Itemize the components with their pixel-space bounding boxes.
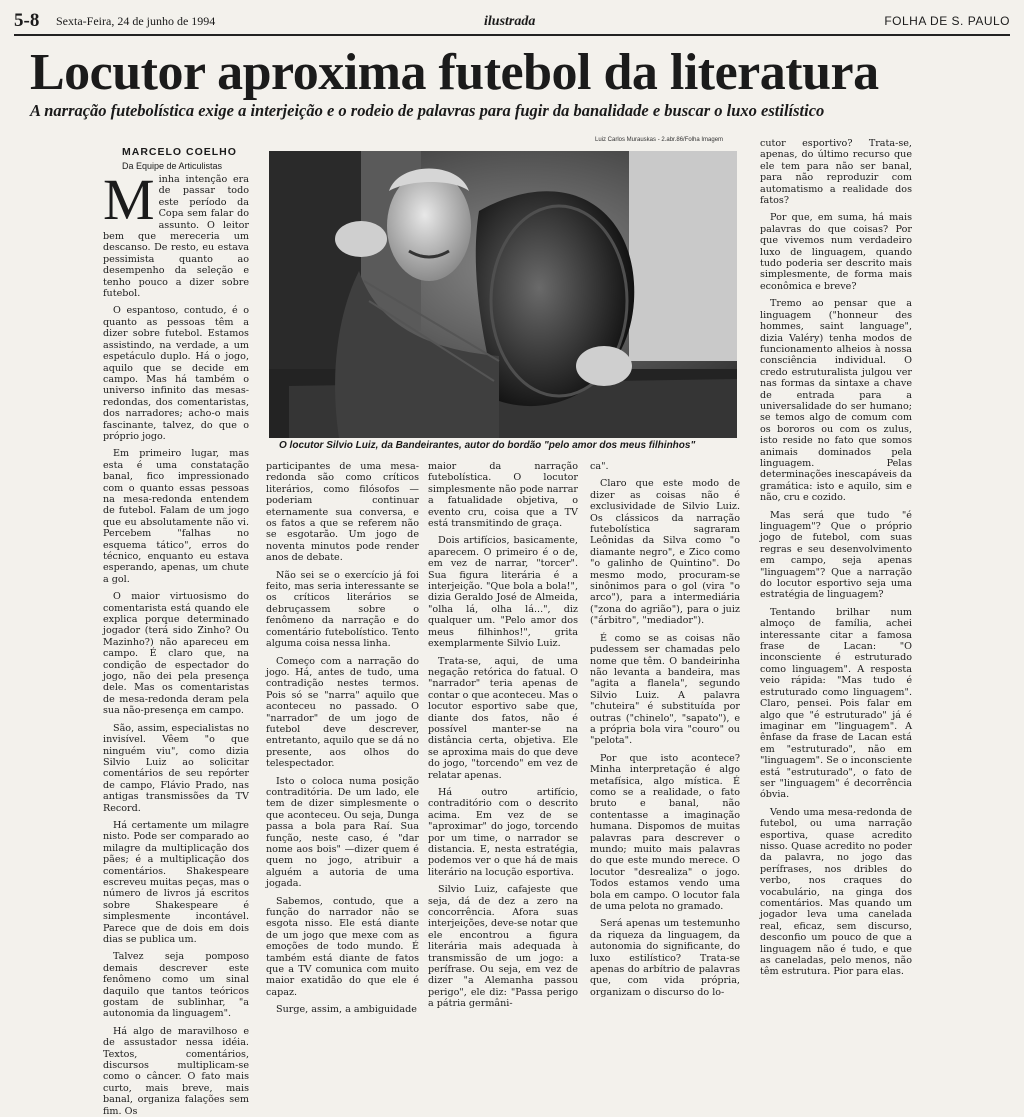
paragraph: Surge, assim, a ambiguidade — [276, 1004, 417, 1016]
paragraph: Será apenas um testemunho da riqueza da linguagem, da autonomia do significante, do luxo estilístico? Trata-se apenas do arbítrio de palavras que, com vida própria, organizam o discurso do lo- — [590, 918, 740, 998]
paragraph: Claro que este modo de dizer as coisas não é exclusividade de Silvio Luiz. Os clássicos da narração futebolística sagraram Leônidas da Silva como "o diamante negro", e Zico como "o galinho de Quintino". Do mesmo modo, procuram-se sinônimos para o gol (vira "o arco"), para a intermediária ("zona do agrião"), para o juiz ("árbitro", "mediador"). — [590, 478, 740, 627]
paragraph: Tentando brilhar num almoço de família, achei interessante citar a famosa frase de Lacan: "O inconsciente é estruturado como linguagem". A resposta veio rápida: "Mas tudo é estruturado como linguagem". Claro, pensei. Pois falar em algo que "é estruturado" já é imaginar em "linguagem". A ênfase da frase de Lacan está em "estruturado", não em "linguagem". Se o inconsciente está "estruturado", o fato de ser "linguagem" é decorrência óbvia. — [760, 606, 912, 801]
paragraph: Sabemos, contudo, que a função do narrador não se esgota nisso. Ele está diante de um jogo que mexe com as emoções de todo mundo. É também está diante de fatos que a TV comunica com muito maior exatidão do que ele é capaz. — [266, 895, 419, 998]
photo-announcer — [269, 151, 737, 438]
headline: Locutor aproxima futebol da literatura — [30, 44, 879, 101]
photo-credit: Luiz Carlos Murauskas - 2.abr.86/Folha Imagem — [595, 137, 724, 143]
paragraph: Talvez seja pomposo demais descrever este fenômeno como um sinal daquilo que tantos teóricos gostam de sublinhar, "a autonomia da linguagem". — [103, 951, 249, 1020]
paragraph: ca". — [590, 461, 609, 472]
article-column-1 — [103, 167, 249, 1117]
paragraph: Dois artifícios, basicamente, aparecem. O primeiro é o de, em vez de narrar, "torcer". Sua figura literária é a interjeição. "Que bola a bola!", dizia Geraldo José de Almeida, "olha lá, olha lá...", diz qualquer um. "Pelo amor dos meus filhinhos!", grita exemplarmente Silvio Luiz. — [428, 535, 578, 650]
paragraph: Silvio Luiz, cafajeste que seja, dá de dez a zero na concorrência. Afora suas interjeições, deve-se notar que ele encontrou a figura literária mais adequada à transmissão de um jogo: a perífrase. Ou seja, em vez de dizer "a Alemanha passou perigo", ele diz: "Passa perigo a pátria germâni- — [428, 884, 578, 1010]
paragraph: O espantoso, contudo, é o quanto as pessoas têm a dizer sobre futebol. Estamos assistindo, na verdade, a um espetáculo duplo. Há o jogo, aquilo que se decide em campo. Mas há também o universo infinito das mesas-redondas, dos comentaristas, dos narradores; acho-o mais fascinante, talvez, do que o próprio jogo. — [103, 305, 249, 442]
paragraph: Trata-se, aqui, de uma negação retórica do fatual. O "narrador" teria apenas de contar o que aconteceu. Mas o locutor esportivo sabe que, diante dos fatos, não é possível manter-se na distância certa, objetiva. Ele se aproxima mais do que deve do jogo, "torcendo" em vez de relatar apenas. — [428, 655, 578, 781]
paragraph: Há algo de maravilhoso e de assustador nessa idéia. Textos, comentários, discursos multiplicam-se como o câncer. O fato mais curto, mais breve, mais banal, organiza falações sem fim. Os — [103, 1025, 249, 1117]
article-column-3 — [428, 461, 578, 1010]
paragraph: Isto o coloca numa posição contraditória. De um lado, ele tem de dizer simplesmente o que aconteceu. Ou seja, Dunga passa a bola para Raí. Sua função, neste caso, é "dar nome aos bois" —dizer quem é quem no jogo, atribuir a alguém a autoria de uma jogada. — [266, 775, 419, 890]
paragraph — [103, 167, 249, 300]
subheadline: A narração futebolística exige a interjeição e o rodeio de palavras para fugir da banalidade e buscar o luxo estilístico — [30, 101, 825, 120]
paragraph: Mas será que tudo "é linguagem"? Que o próprio jogo de futebol, com suas regras e seu desenvolvimento em campo, seja apenas "linguagem"? Que a narração do locutor esportivo seja uma estratégia de linguagem? — [760, 509, 912, 601]
page-number: 5-8 — [14, 10, 40, 31]
paragraph: Não sei se o exercício já foi feito, mas seria interessante se os críticos literários se debruçassem sobre o fenômeno da narração e do comentário futebolístico. Tento alguma coisa nessa linha. — [266, 569, 419, 650]
announcer-photo-illustration — [269, 151, 737, 438]
paragraph: Começo com a narração do jogo. Há, antes de tudo, uma contradição nestes termos. Pois só se "narra" aquilo que aconteceu no passado. O "narrador" de um jogo de futebol deve descrever, entretanto, aquilo que se dá no presente, aos olhos do telespectador. — [266, 655, 419, 770]
paragraph: Vendo uma mesa-redonda de futebol, ou uma narração esportiva, quase acredito nisso. Quase acredito no poder da palavra, no jogo das perífrases, nos dribles do verbo, nos craques do vocabulário, na ginga dos comentários. Mas quando um jogador leva uma canelada real, eficaz, sem discurso, desconfio um pouco de que a linguagem não é tudo, e que as caneladas, pelo menos, não têm estrutura. Pior para elas. — [760, 806, 912, 978]
paragraph: Há certamente um milagre nisto. Pode ser comparado ao milagre da multiplicação dos pães; é a multiplicação dos comentários. Shakespeare escreveu muitas peças, mas o número de livros já escritos sobre Shakespeare é simplesmente incontável. Parece que de dois em dois dias se publica um. — [103, 819, 249, 945]
section-name: ilustrada — [484, 14, 536, 29]
author-affiliation: Da Equipe de Articulistas — [122, 161, 223, 171]
paragraph: cutor esportivo? Trata-se, apenas, do último recurso que ele tem para não ser banal, para não reproduzir com automatismo a realidade dos fatos? — [760, 138, 912, 207]
paragraph: Por que isto acontece? Minha interpretação é algo metafísica, algo mística. É como se a realidade, o fato bruto e banal, não contentasse a imaginação humana. Dispomos de muitas palavras para descrever o mundo; muito mais palavras do que este mundo merece. O locutor "desrealiza" o jogo. Todos estamos vendo uma bola em campo. O locutor fala de uma pelota no gramado. — [590, 752, 740, 913]
paragraph: O maior virtuosismo do comentarista está quando ele explica porque determinado jogador (terá sido Zinho? Ou Mazinho?) não apareceu em campo. É claro que, na condição de espectador do jogo, não dei pela presença dele. Mas os comentaristas de mesa-redonda deram pela sua não-presença em campo. — [103, 591, 249, 717]
photo-caption: O locutor Silvio Luiz, da Bandeirantes, autor do bordão "pelo amor dos meus filhinhos" — [279, 440, 696, 451]
paragraph: Tremo ao pensar que a linguagem ("honneur des hommes, saint language", dizia Valéry) tenha modos de funcionamento alheios à nossa consciência individual. O credo estruturalista julgou ver nas formas da sintaxe a chave de entrada para a universalidade do ser humano; se temos algo de comum com os bororos ou com os zulus, isto reside no fato que somos animais dominados pela linguagem. Pelas determinações inescapáveis da gramática: isto e aquilo, sim e não, cru e cozido. — [760, 298, 912, 504]
masthead — [14, 10, 1010, 36]
author-name: MARCELO COELHO — [122, 146, 237, 158]
publication-date: Sexta-Feira, 24 de junho de 1994 — [56, 14, 216, 28]
paragraph: Em primeiro lugar, mas esta é uma constatação banal, fico impressionado com o quanto essas pessoas na mesa-redonda entendem de futebol. Falam de um jogo que eu absolutamente não vi. Percebem "falhas no esquema tático", erros do técnico, enquanto eu estava esperando, apenas, um chute a gol. — [103, 448, 249, 585]
article-column-4 — [590, 461, 740, 998]
newspaper-name: FOLHA DE S. PAULO — [884, 14, 1010, 28]
paragraph: maior da narração futebolística. O locutor simplesmente não pode narrar a fatualidade objetiva, o evento cru, coisa que a TV está transmitindo de graça. — [428, 461, 578, 530]
article-column-2 — [266, 461, 419, 1016]
paragraph: Há outro artifício, contraditório com o descrito acima. Em vez de se "aproximar" do jogo, torcendo por um time, o narrador se distancia. E, nesta estratégia, podemos ver o que há de mais literário na locução esportiva. — [428, 786, 578, 878]
paragraph: É como se as coisas não pudessem ser chamadas pelo nome que têm. O bandeirinha não levanta a bandeira, mas "agita a flanela", segundo Silvio Luiz. A palavra "chuteira" é substituída por outras ("chinelo", "sapato"), e a própria bola vira "couro" ou "pelota". — [590, 632, 740, 747]
drop-cap: M — [103, 167, 155, 232]
paragraph: participantes de uma mesa-redonda são como críticos literários, como filósofos —poderiam continuar eternamente sua conversa, e os fatos a que se referem não se esgotarão. Um jogo de noventa minutos pode render anos de debate. — [266, 461, 419, 564]
paragraph-text: inha intenção era de passar todo este período da Copa sem falar do assunto. O leitor bem que mereceria um descanso. De resto, eu estava pessimista quanto ao desempenho da seleção e tenho pouco a dizer sobre futebol. — [103, 174, 249, 300]
paragraph: Por que, em suma, há mais palavras do que coisas? Por que vivemos num verdadeiro luxo de linguagem, quando tudo poderia ser descrito mais simplesmente, de forma mais econômica e breve? — [760, 212, 912, 292]
paragraph: São, assim, especialistas no invisível. Vêem "o que ninguém viu", como dizia Silvio Luiz ao solicitar comentários de seu repórter de campo, Flávio Prado, nas antigas transmissões da TV Record. — [103, 722, 249, 814]
article-column-5 — [760, 138, 912, 978]
